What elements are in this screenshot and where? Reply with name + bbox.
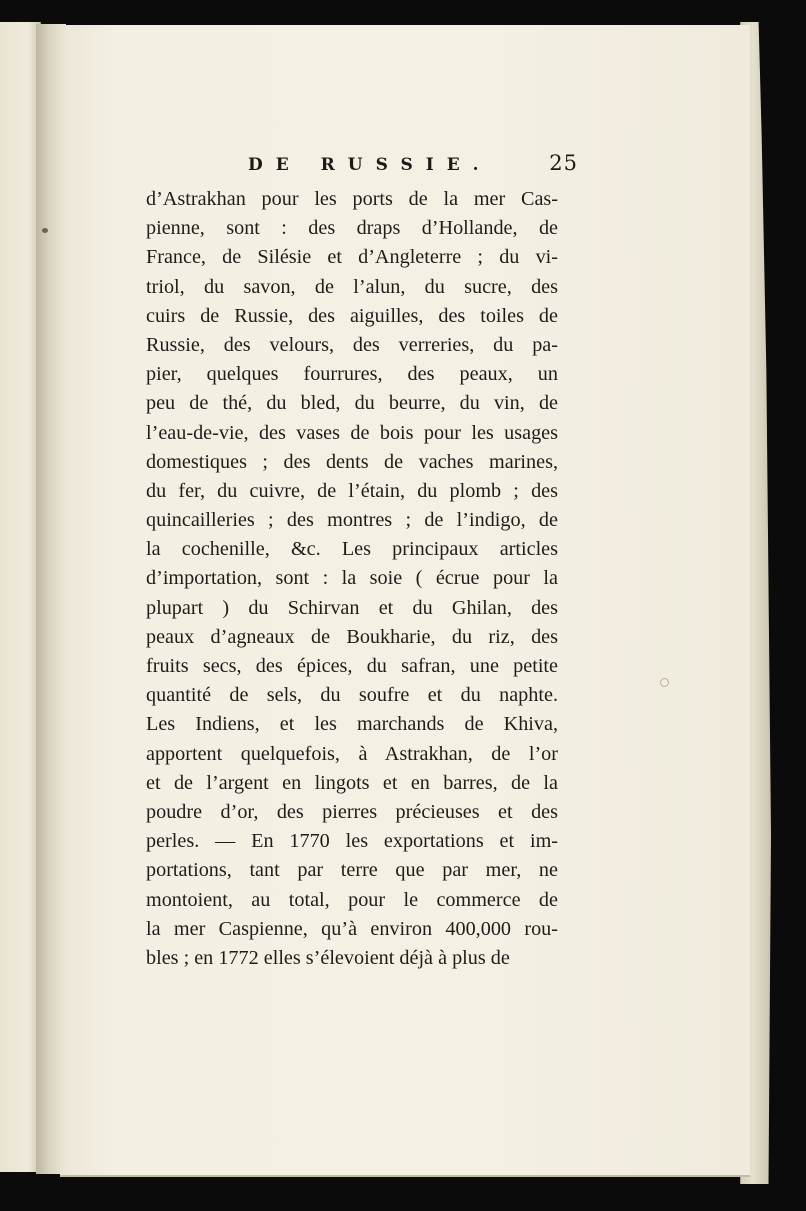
text-line: portations, tant par terre que par mer, ne bbox=[146, 859, 558, 882]
text-line: d’Astrakhan pour les ports de la mer Cas- bbox=[146, 188, 558, 210]
text-line: pienne, sont : des draps d’Hollande, de bbox=[146, 217, 558, 240]
text-line: France, de Silésie et d’Angleterre ; du vi- bbox=[146, 246, 558, 269]
page-header bbox=[248, 151, 578, 185]
text-line: l’eau-de-vie, des vases de bois pour les usages bbox=[146, 421, 558, 444]
text-line: domestiques ; des dents de vaches marines, bbox=[146, 450, 558, 473]
left-page-edge bbox=[0, 22, 41, 1172]
text-line: peaux d’agneaux de Boukharie, du riz, des bbox=[146, 625, 558, 648]
text-line: bles ; en 1772 elles s’élevoient déjà à plus de bbox=[146, 946, 510, 969]
text-line: Les Indiens, et les marchands de Khiva, bbox=[146, 713, 558, 736]
body-text bbox=[146, 185, 558, 973]
text-line: Russie, des velours, des verreries, du pa- bbox=[146, 333, 558, 356]
text-line: poudre d’or, des pierres précieuses et des bbox=[146, 800, 558, 823]
text-line: apportent quelquefois, à Astrakhan, de l’or bbox=[146, 742, 558, 765]
text-line: fruits secs, des épices, du safran, une petite bbox=[146, 655, 558, 677]
text-line: la cochenille, &c. Les principaux articles bbox=[146, 538, 558, 561]
paper-speck bbox=[660, 678, 669, 687]
text-line: quincailleries ; des montres ; de l’indigo, de bbox=[146, 509, 558, 532]
page-number: 25 bbox=[549, 151, 578, 175]
running-title: DE RUSSIE. bbox=[248, 155, 492, 175]
text-line: la mer Caspienne, qu’à environ 400,000 rou- bbox=[146, 917, 558, 940]
paper-speck bbox=[42, 228, 48, 233]
text-line: d’importation, sont : la soie ( écrue pour la bbox=[146, 567, 558, 590]
text-line: pier, quelques fourrures, des peaux, un bbox=[146, 363, 558, 386]
text-line: cuirs de Russie, des aiguilles, des toiles de bbox=[146, 304, 558, 327]
text-line: et de l’argent en lingots et en barres, de la bbox=[146, 771, 558, 794]
text-line: quantité de sels, du soufre et du naphte. bbox=[146, 684, 558, 707]
text-line: montoient, au total, pour le commerce de bbox=[146, 888, 558, 911]
text-line: peu de thé, du bled, du beurre, du vin, de bbox=[146, 392, 558, 415]
text-line: perles. — En 1770 les exportations et im- bbox=[146, 830, 558, 853]
text-line: plupart ) du Schirvan et du Ghilan, des bbox=[146, 596, 558, 619]
text-line: du fer, du cuivre, de l’étain, du plomb ; des bbox=[146, 479, 558, 502]
text-line: triol, du savon, de l’alun, du sucre, des bbox=[146, 275, 558, 298]
book-gutter bbox=[36, 24, 66, 1174]
